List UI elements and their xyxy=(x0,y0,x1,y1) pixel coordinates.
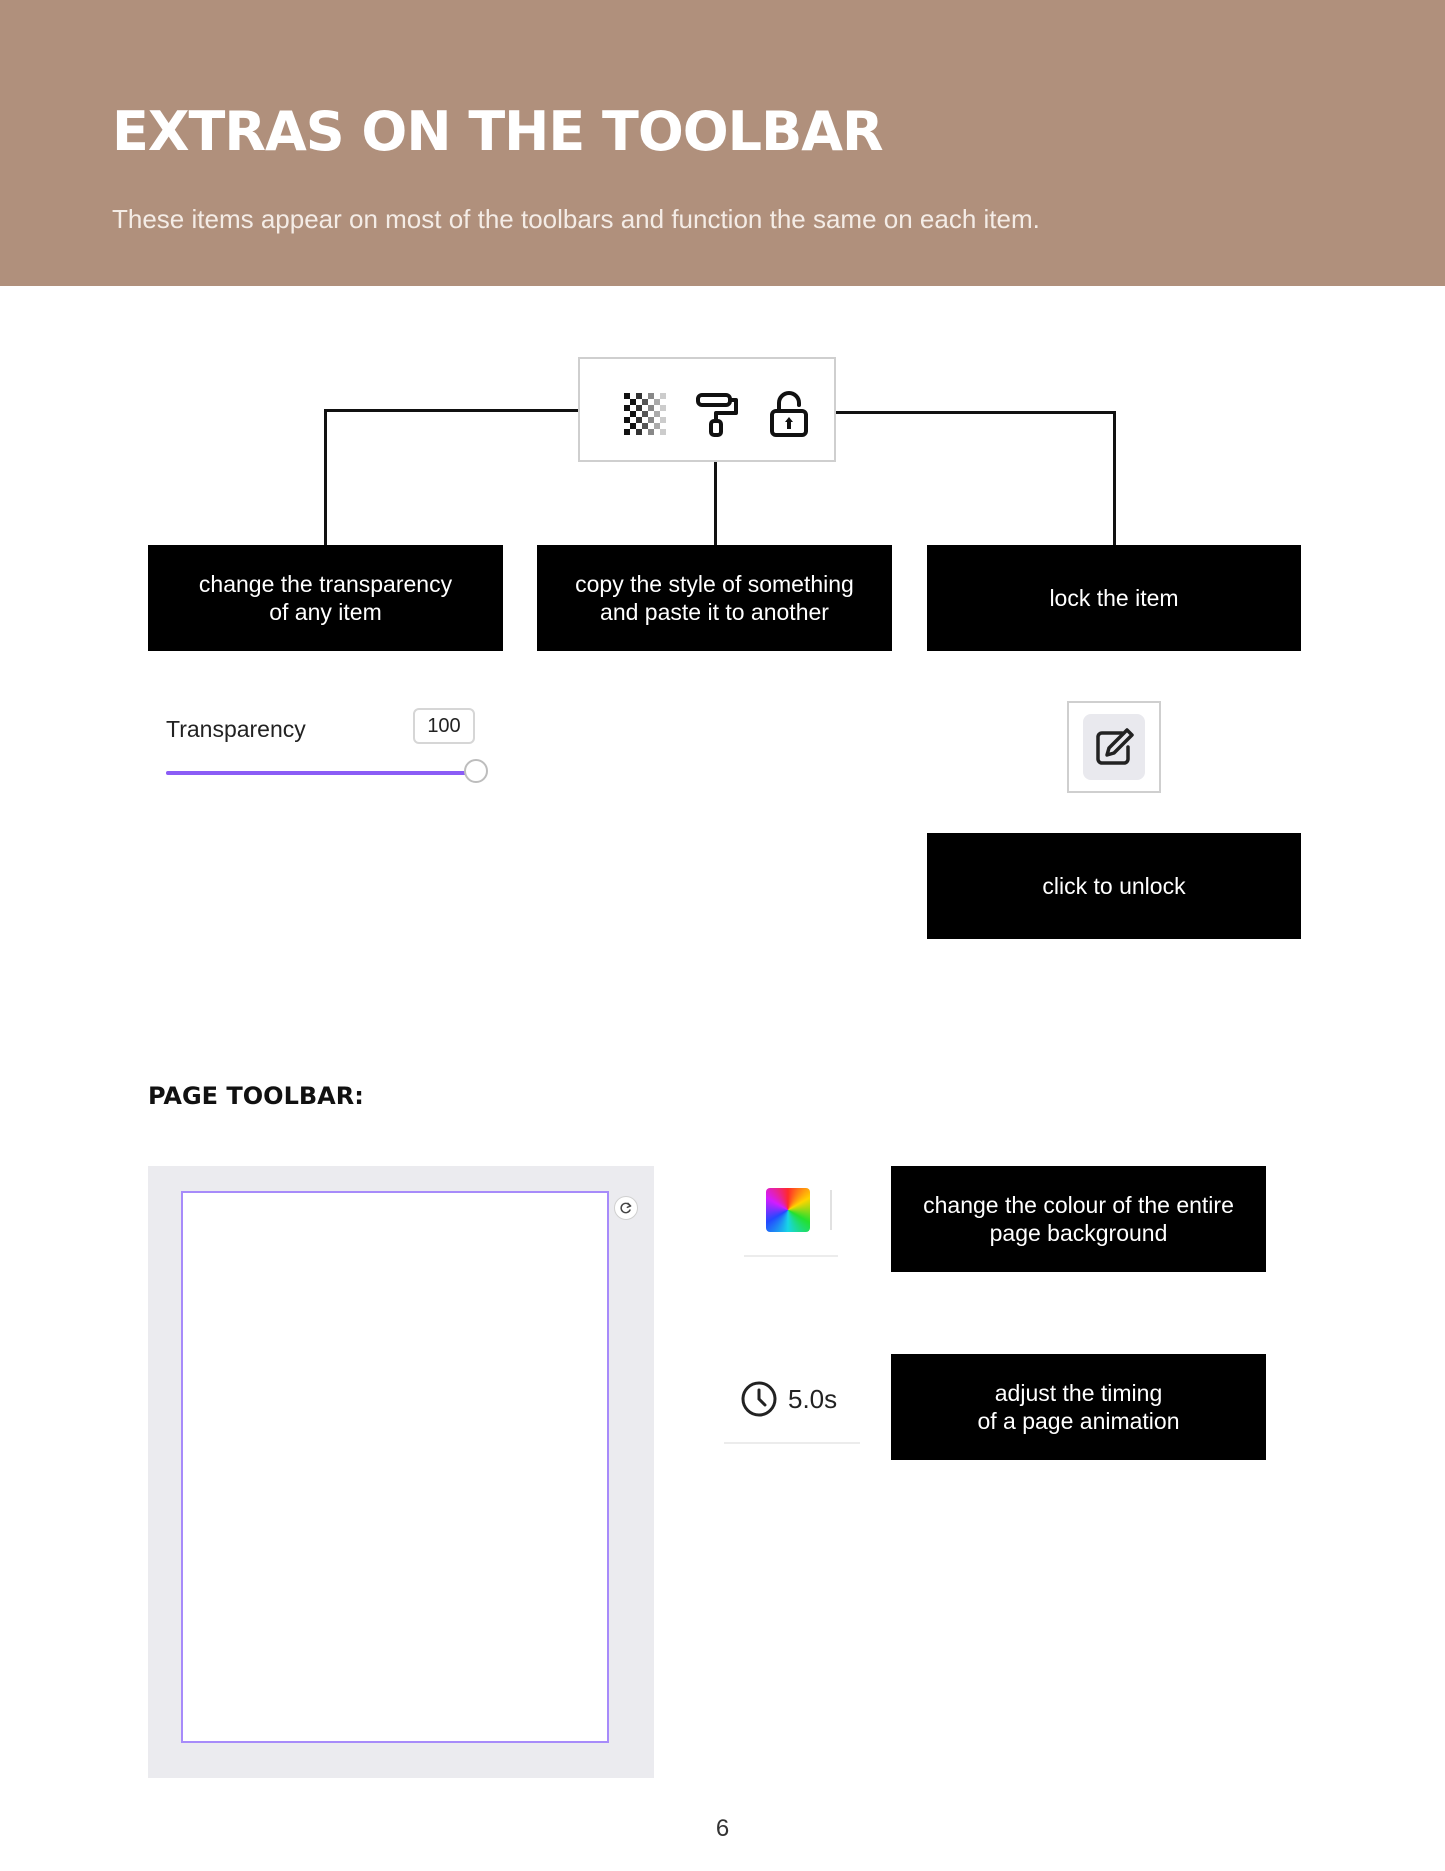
clock-icon xyxy=(740,1380,778,1418)
label-unlock: click to unlock xyxy=(927,833,1301,939)
paint-roller-icon[interactable] xyxy=(692,389,742,439)
label-transparency: change the transparency of any item xyxy=(148,545,503,651)
transparency-panel xyxy=(148,690,504,815)
connector-right-horizontal xyxy=(836,411,1116,414)
transparency-icon[interactable] xyxy=(620,389,670,439)
unlock-button[interactable] xyxy=(1067,701,1161,793)
page-preview[interactable] xyxy=(181,1191,609,1743)
toolbar-underline xyxy=(744,1255,838,1257)
transparency-slider-handle[interactable] xyxy=(464,759,488,783)
connector-middle-vertical xyxy=(714,462,717,546)
edit-icon xyxy=(1092,725,1136,769)
section-heading-page-toolbar: PAGE TOOLBAR: xyxy=(148,1082,364,1110)
transparency-value-input[interactable]: 100 xyxy=(413,708,475,744)
timing-value: 5.0s xyxy=(788,1384,838,1414)
transparency-slider[interactable] xyxy=(166,771,476,775)
label-page-timing: adjust the timing of a page animation xyxy=(891,1354,1266,1460)
label-page-colour: change the colour of the entire page background xyxy=(891,1166,1266,1272)
label-lock: lock the item xyxy=(927,545,1301,651)
refresh-icon[interactable] xyxy=(614,1196,638,1220)
page-header xyxy=(0,0,1445,286)
page-subtitle: These items appear on most of the toolbars and function the same on each item. xyxy=(112,204,1040,234)
transparency-label: Transparency xyxy=(166,716,306,742)
page-canvas xyxy=(148,1166,654,1778)
toolbar-divider xyxy=(830,1190,832,1230)
page-colour-button[interactable] xyxy=(744,1166,838,1258)
color-swatch-icon xyxy=(766,1188,810,1232)
extras-toolbar xyxy=(578,357,836,462)
connector-left-horizontal xyxy=(324,409,580,412)
page-number: 6 xyxy=(715,1815,730,1842)
page-title: EXTRAS ON THE TOOLBAR xyxy=(112,100,883,163)
connector-right-vertical xyxy=(1113,411,1116,546)
label-copy-style: copy the style of something and paste it to another xyxy=(537,545,892,651)
connector-left-vertical xyxy=(324,409,327,546)
toolbar-underline xyxy=(724,1442,860,1444)
lock-icon[interactable] xyxy=(764,389,814,439)
unlock-button-face xyxy=(1083,714,1145,780)
page-timing-button[interactable] xyxy=(724,1370,860,1444)
transparency-slider-fill xyxy=(166,771,476,775)
